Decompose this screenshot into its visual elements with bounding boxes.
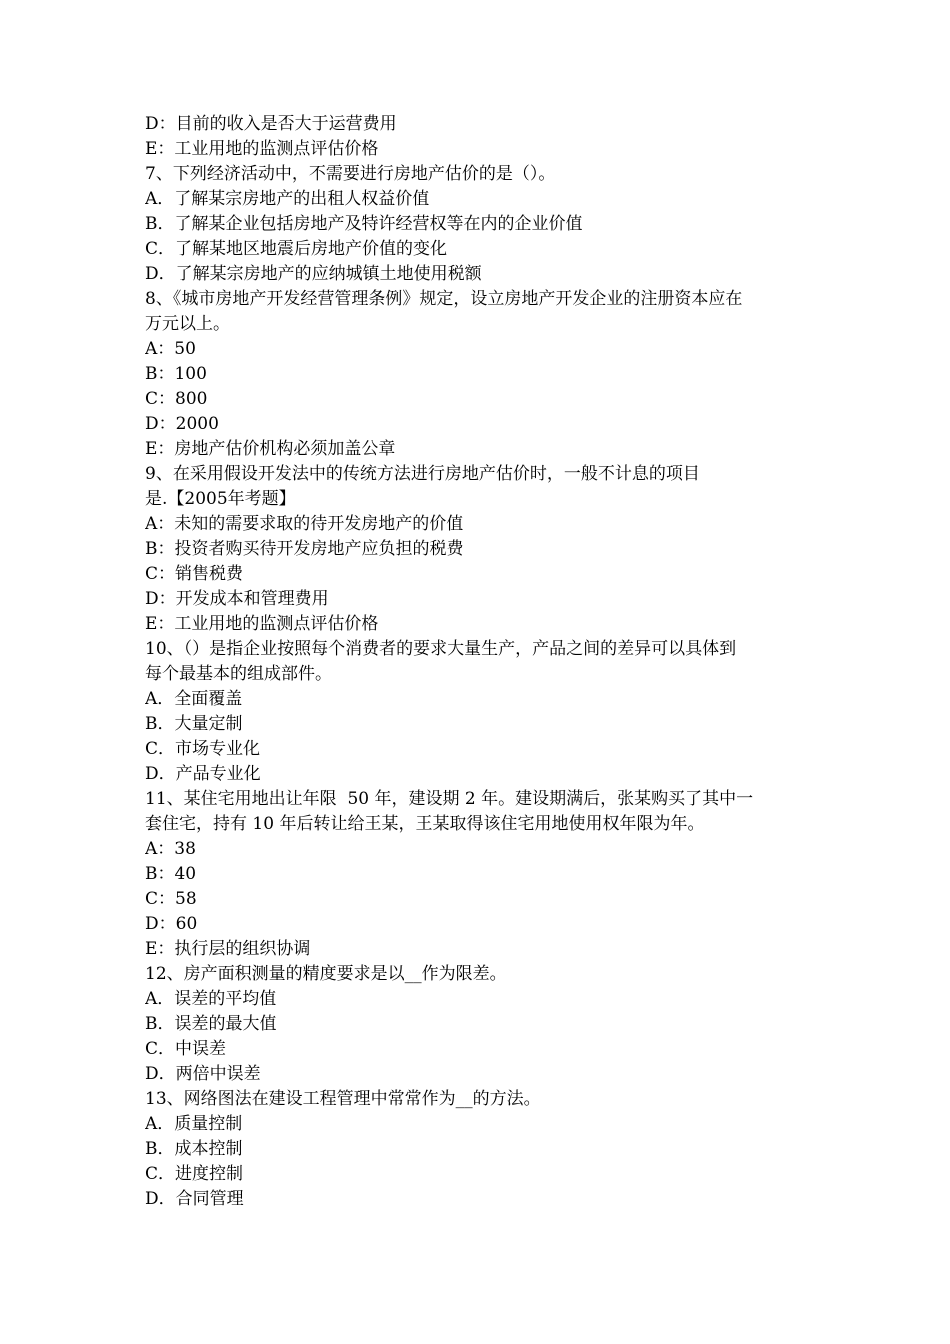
option-line: A：38 [145, 839, 196, 859]
question-8-cont: 万元以上。 [145, 314, 230, 334]
text-line: E：工业用地的监测点评估价格 [145, 139, 379, 159]
question-12: 12、房产面积测量的精度要求是以__作为限差。 [145, 964, 507, 984]
option-line: E：房地产估价机构必须加盖公章 [145, 439, 396, 459]
option-line: D．两倍中误差 [145, 1064, 261, 1084]
option-line: B：40 [145, 864, 197, 884]
question-7: 7、下列经济活动中，不需要进行房地产估价的是（）。 [145, 164, 556, 184]
text-line: D：目前的收入是否大于运营费用 [145, 114, 397, 134]
option-line: C：58 [145, 889, 197, 909]
question-9-cont: 是.【2005年考题】 [145, 489, 296, 509]
option-line: B．大量定制 [145, 714, 243, 734]
option-line: A：50 [145, 339, 196, 359]
option-line: B．了解某企业包括房地产及特许经营权等在内的企业价值 [145, 214, 583, 234]
option-line: D：2000 [145, 414, 219, 434]
option-line: D：开发成本和管理费用 [145, 589, 329, 609]
question-11: 11、某住宅用地出让年限 50 年，建设期 2 年。建设期满后，张某购买了其中一 [145, 789, 754, 809]
option-line: E：执行层的组织协调 [145, 939, 311, 959]
option-line: A：未知的需要求取的待开发房地产的价值 [145, 514, 464, 534]
question-13: 13、网络图法在建设工程管理中常常作为__的方法。 [145, 1089, 541, 1109]
option-line: A．质量控制 [145, 1114, 243, 1134]
option-line: A．全面覆盖 [145, 689, 243, 709]
option-line: B：100 [145, 364, 207, 384]
question-10-cont: 每个最基本的组成部件。 [145, 664, 332, 684]
option-line: C：800 [145, 389, 208, 409]
question-11-cont: 套住宅，持有 10 年后转让给王某，王某取得该住宅用地使用权年限为年。 [145, 814, 705, 834]
question-8: 8、《城市房地产开发经营管理条例》规定，设立房地产开发企业的注册资本应在 [145, 289, 743, 309]
question-9: 9、在采用假设开发法中的传统方法进行房地产估价时，一般不计息的项目 [145, 464, 700, 484]
option-line: A．误差的平均值 [145, 989, 277, 1009]
option-line: D．了解某宗房地产的应纳城镇土地使用税额 [145, 264, 482, 284]
document-page [145, 112, 810, 1212]
option-line: E：工业用地的监测点评估价格 [145, 614, 379, 634]
option-line: B：投资者购买待开发房地产应负担的税费 [145, 539, 464, 559]
option-line: C：销售税费 [145, 564, 244, 584]
option-line: D．合同管理 [145, 1189, 244, 1209]
option-line: D：60 [145, 914, 198, 934]
option-line: D．产品专业化 [145, 764, 261, 784]
option-line: A．了解某宗房地产的出租人权益价值 [145, 189, 430, 209]
option-line: B．误差的最大值 [145, 1014, 277, 1034]
option-line: C．进度控制 [145, 1164, 244, 1184]
option-line: C．中误差 [145, 1039, 227, 1059]
option-line: C．了解某地区地震后房地产价值的变化 [145, 239, 448, 259]
question-10: 10、（）是指企业按照每个消费者的要求大量生产，产品之间的差异可以具体到 [145, 639, 737, 659]
option-line: C．市场专业化 [145, 739, 261, 759]
option-line: B．成本控制 [145, 1139, 243, 1159]
